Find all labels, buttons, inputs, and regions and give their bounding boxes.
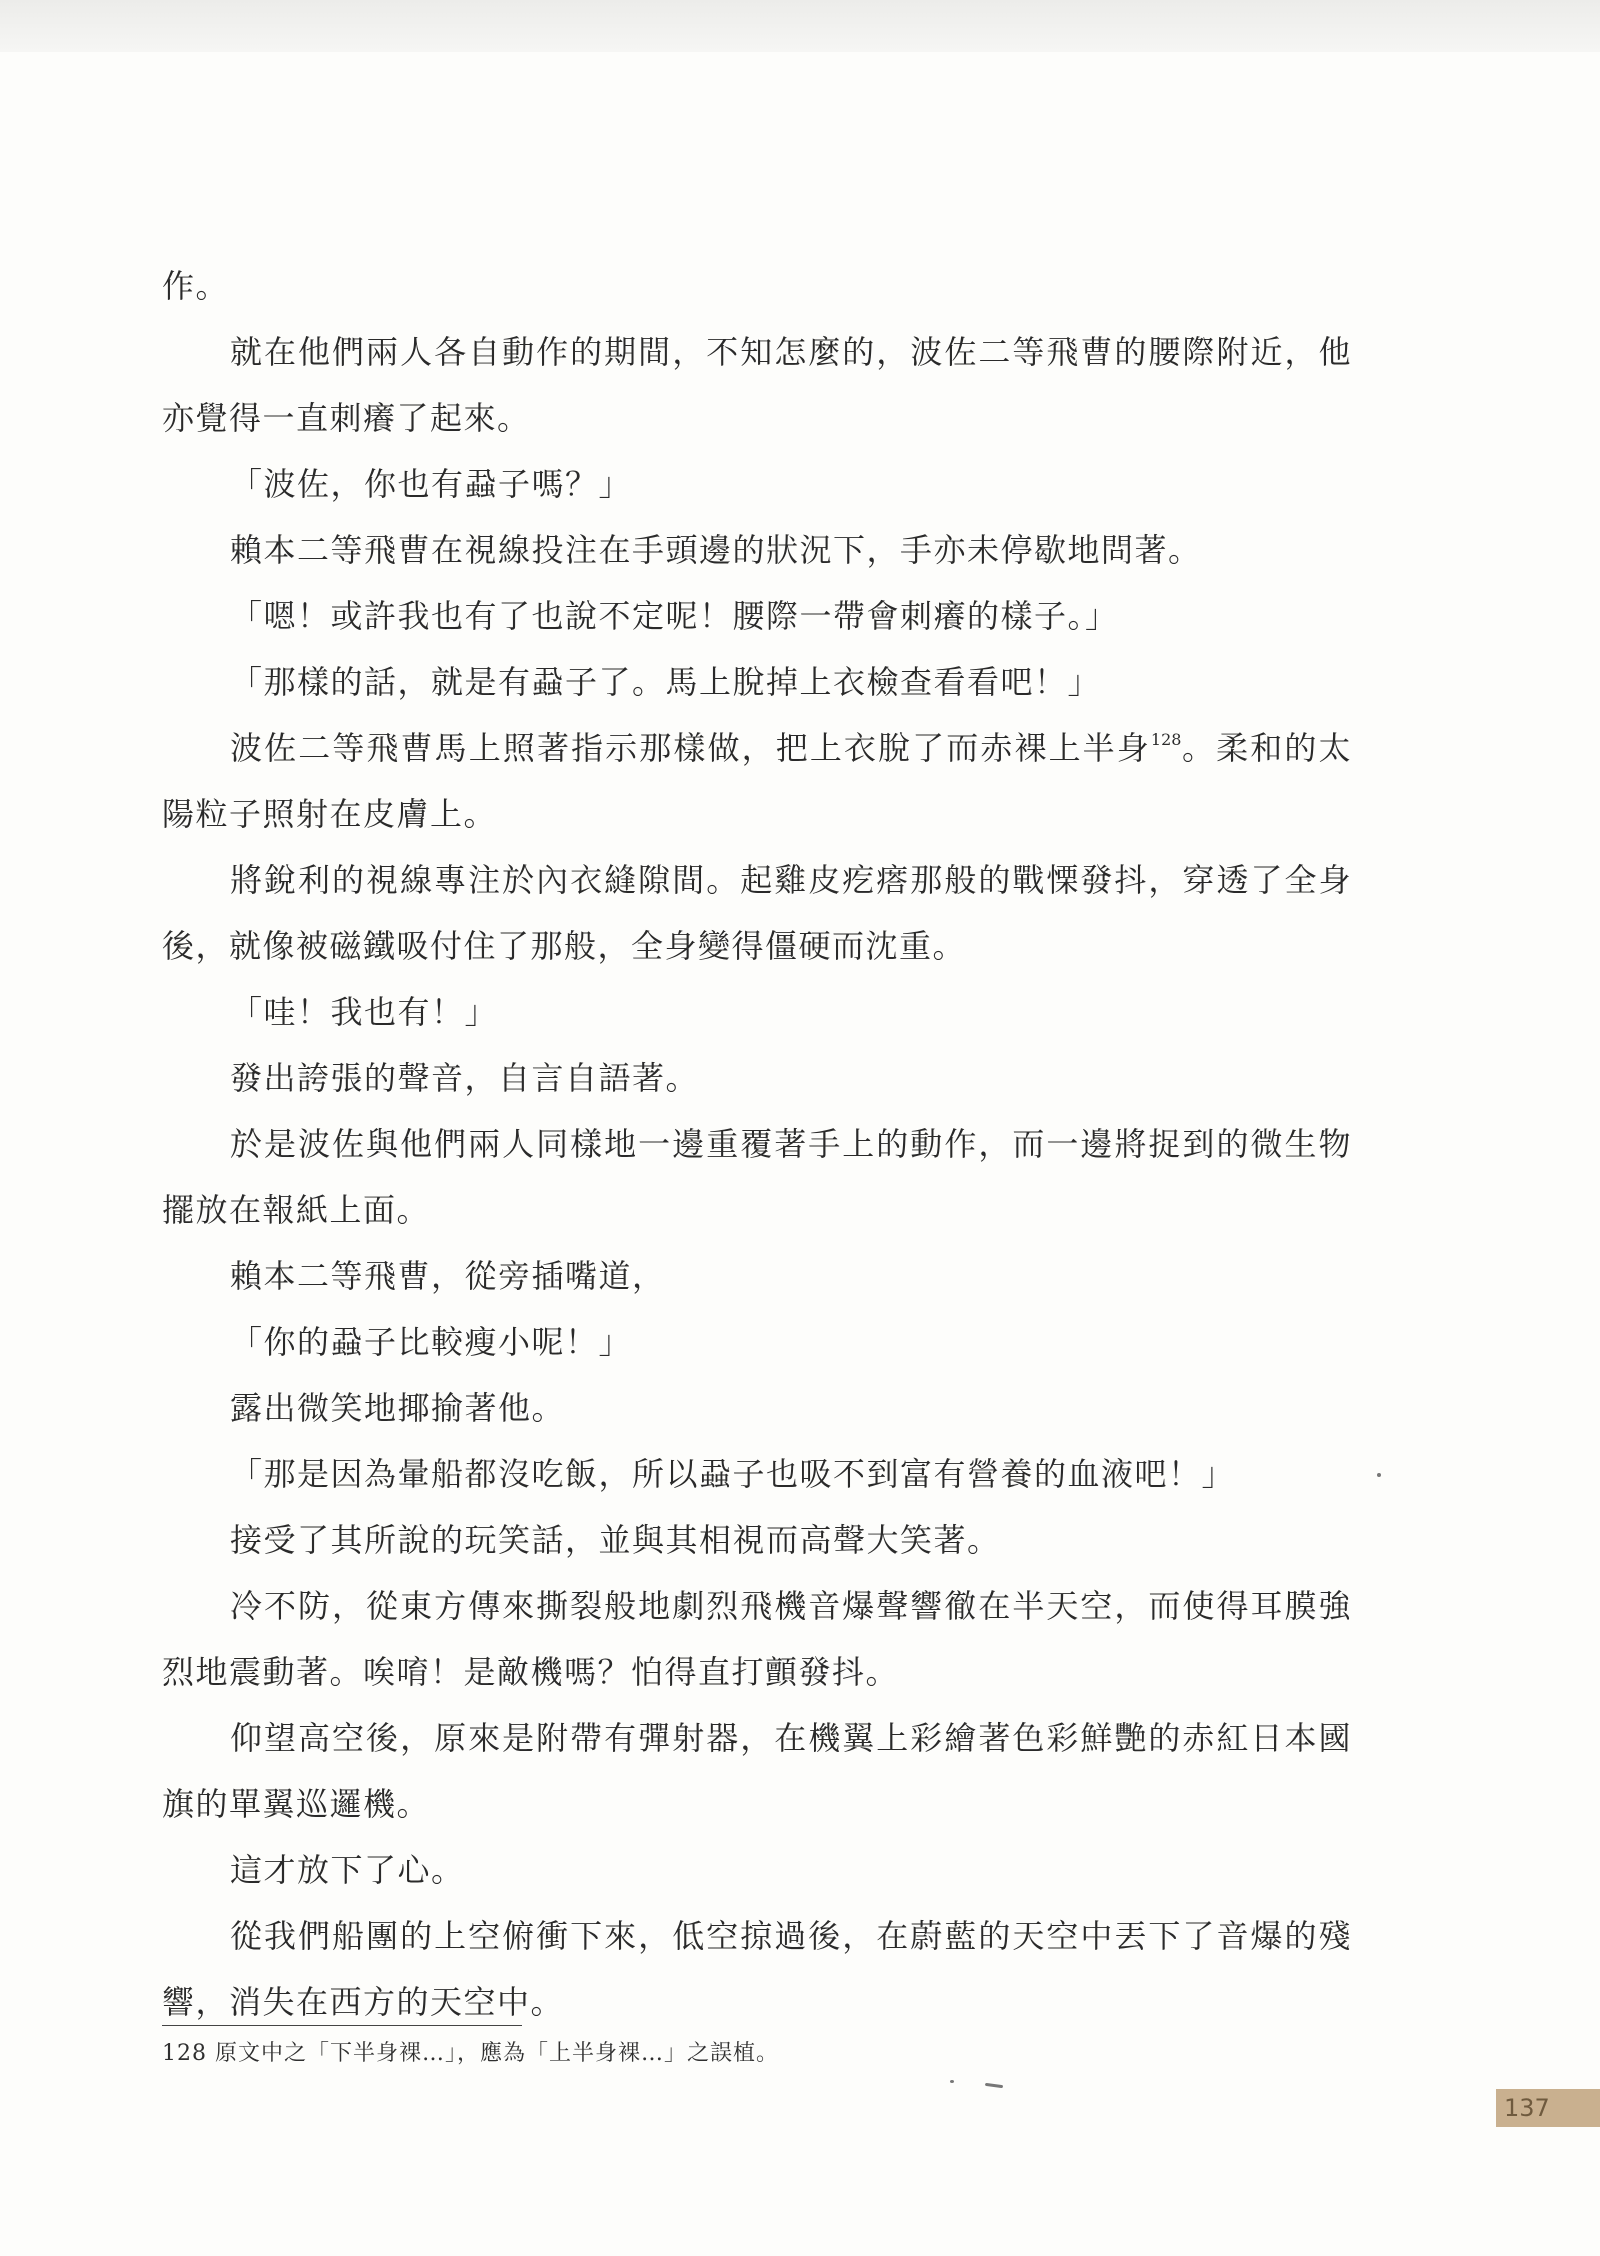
- paragraph: 賴本二等飛曹在視線投注在手頭邊的狀況下，手亦未停歇地問著。: [230, 531, 1202, 569]
- paragraph: 就在他們兩人各自動作的期間，不知怎麼的，波佐二等飛曹的腰際附近，他亦覺得一直刺癢了起來。: [162, 333, 1352, 437]
- paragraph: 接受了其所說的玩笑話，並與其相視而高聲大笑著。: [230, 1521, 1001, 1559]
- paragraph-text: 波佐二等飛曹馬上照著指示那樣做，把上衣脫了而赤裸上半身: [230, 729, 1151, 767]
- scan-speck: [950, 2080, 954, 2083]
- paragraph: 「你的蝨子比較瘦小呢！」: [230, 1323, 633, 1361]
- paragraph: 這才放下了心。: [230, 1851, 465, 1889]
- paragraph: 作。: [162, 267, 230, 305]
- paragraph: 露出微笑地揶揄著他。: [230, 1389, 566, 1427]
- scan-speck: [1377, 1473, 1381, 1477]
- main-text: [162, 253, 1352, 2035]
- paragraph: 將銳利的視線專注於內衣縫隙間。起雞皮疙瘩那般的戰慄發抖，穿透了全身後，就像被磁鐵吸付住了那般，全身變得僵硬而沈重。: [162, 861, 1352, 965]
- paragraph: 「那是因為暈船都沒吃飯，所以蝨子也吸不到富有營養的血液吧！」: [230, 1455, 1236, 1493]
- paragraph: 冷不防，從東方傳來撕裂般地劇烈飛機音爆聲響徹在半天空，而使得耳膜強烈地震動著。唉唷！是敵機嗎？怕得直打顫發抖。: [162, 1587, 1352, 1691]
- footnote: 128 原文中之「下半身裸…」，應為「上半身裸…」之誤植。: [162, 2041, 779, 2066]
- paragraph-with-footnote: [162, 715, 1352, 847]
- footnote-divider: [162, 2025, 522, 2026]
- footnote-reference: 128: [1150, 730, 1182, 749]
- paragraph: 「哇！我也有！」: [230, 993, 499, 1031]
- paragraph-text: 。柔和的太陽粒子照射在皮膚上。: [162, 729, 1352, 833]
- paragraph: 賴本二等飛曹，從旁插嘴道，: [230, 1257, 666, 1295]
- paragraph: 「嗯！或許我也有了也說不定呢！腰際一帶會刺癢的樣子。」: [230, 597, 1119, 635]
- scan-top-edge: [0, 0, 1600, 52]
- paragraph: 「波佐，你也有蝨子嗎？」: [230, 465, 633, 503]
- paragraph: 「那樣的話，就是有蝨子了。馬上脫掉上衣檢查看看吧！」: [230, 663, 1102, 701]
- paragraph: 仰望高空後，原來是附帶有彈射器，在機翼上彩繪著色彩鮮艷的赤紅日本國旗的單翼巡邏機。: [162, 1719, 1352, 1823]
- page-number: 137: [1496, 2089, 1600, 2127]
- paragraph: 於是波佐與他們兩人同樣地一邊重覆著手上的動作，而一邊將捉到的微生物擺放在報紙上面。: [162, 1125, 1352, 1229]
- paragraph: 從我們船團的上空俯衝下來，低空掠過後，在蔚藍的天空中丟下了音爆的殘響，消失在西方的天空中。: [162, 1917, 1352, 2021]
- paragraph: 發出誇張的聲音，自言自語著。: [230, 1059, 700, 1097]
